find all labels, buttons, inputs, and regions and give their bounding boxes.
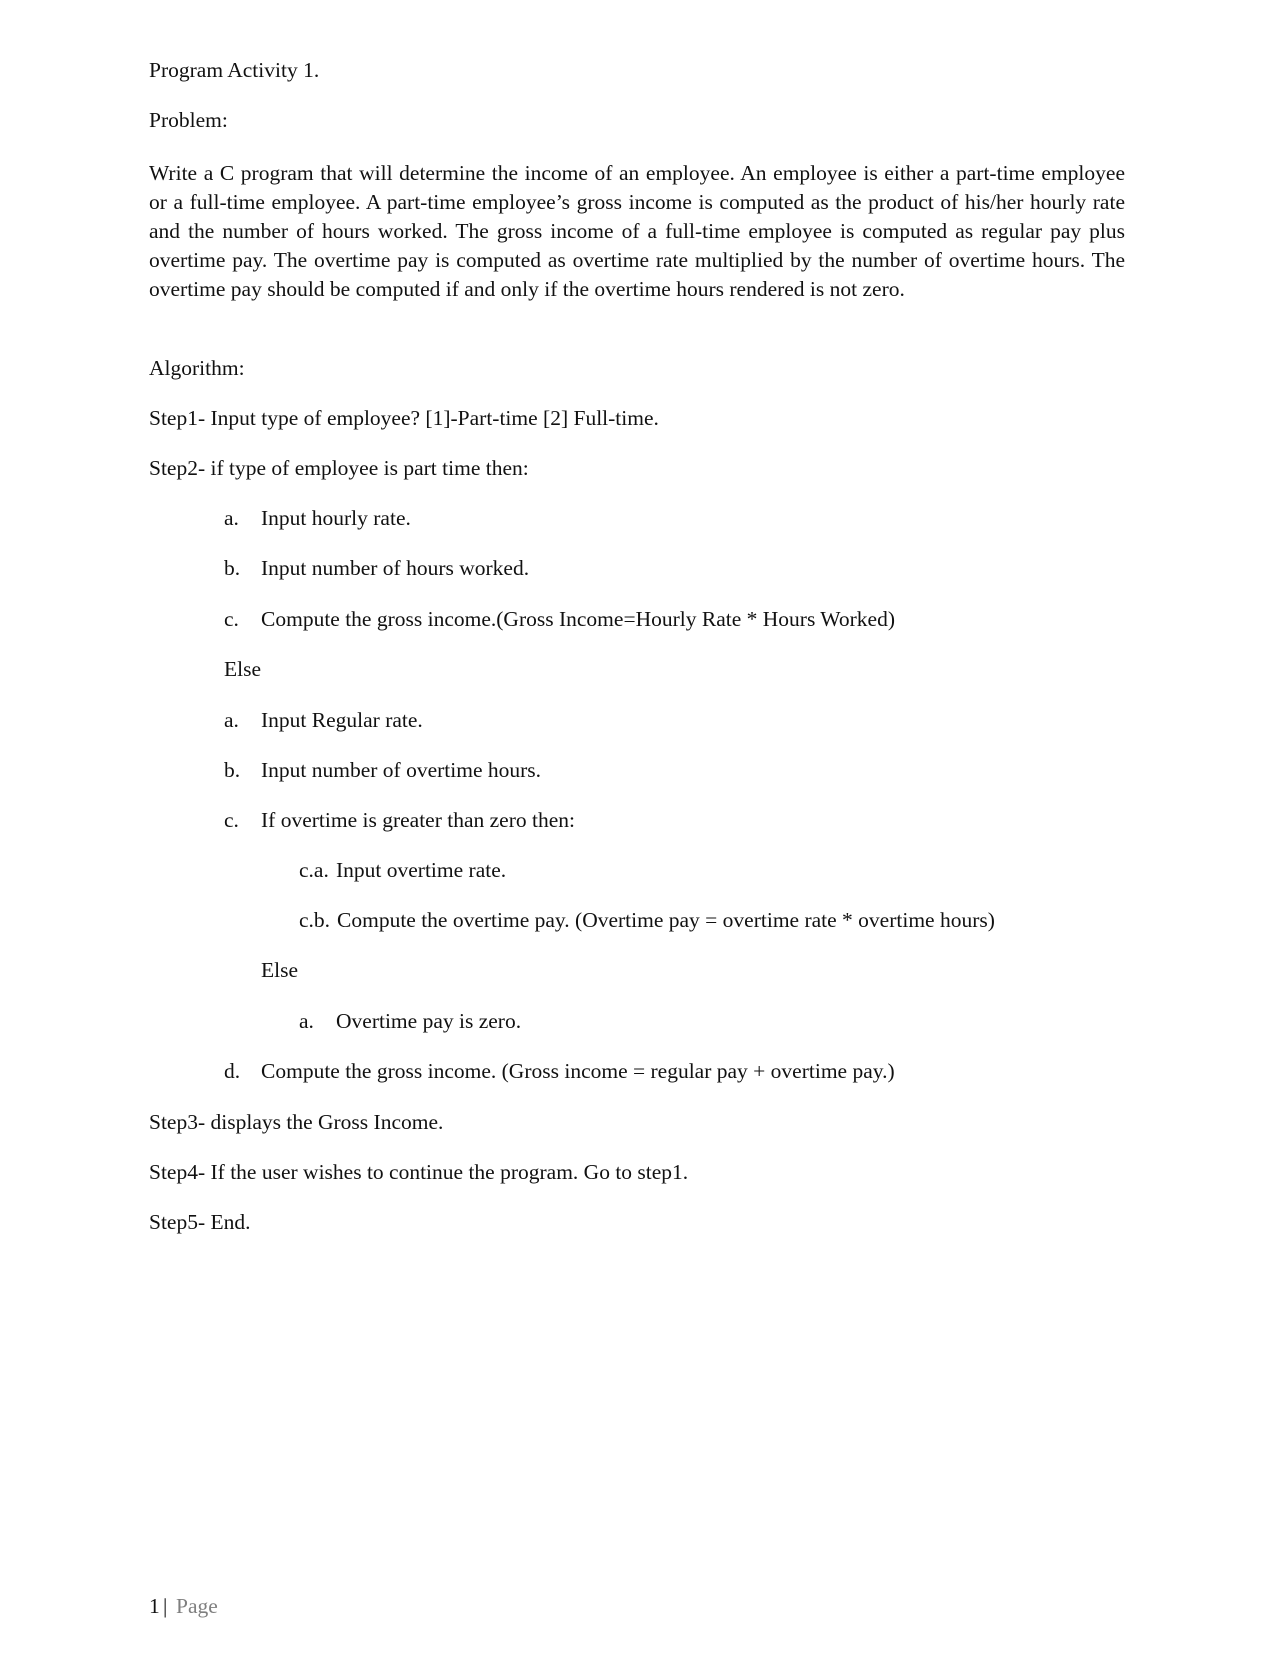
list-marker: a. — [224, 506, 239, 530]
list-item: Input hourly rate. — [261, 506, 411, 530]
problem-paragraph: Write a C program that will determine the income of an employee. An employee is either a part-time employee or a full-time employee. A part-time employee’s gross income is computed as the product of his/her hourly rate and the number of hours worked. The gross income of a full-time employee is computed as regular pay plus overtime pay. The overtime pay is computed as overtime rate multiplied by the number of overtime hours. The overtime pay should be computed if and only if the overtime hours rendered is not zero. — [149, 161, 1125, 301]
step-4: Step4- If the user wishes to continue the program. Go to step1. — [149, 1160, 689, 1184]
sub-list-marker: a. — [299, 1009, 314, 1033]
page-separator: | — [163, 1594, 168, 1618]
list-item: Compute the gross income.(Gross Income=Hourly Rate * Hours Worked) — [261, 607, 895, 631]
list-item: Input Regular rate. — [261, 708, 423, 732]
else-label: Else — [224, 657, 262, 681]
sub-list-item: Overtime pay is zero. — [336, 1009, 522, 1033]
step-5: Step5- End. — [149, 1210, 251, 1234]
sub-list-marker: c.a. — [299, 858, 329, 882]
list-item: Input number of hours worked. — [261, 556, 530, 580]
list-item: Input number of overtime hours. — [261, 758, 542, 782]
algorithm-heading: Algorithm: — [149, 356, 245, 380]
list-item: If overtime is greater than zero then: — [261, 808, 575, 832]
sub-list-item: Compute the overtime pay. (Overtime pay = overtime rate * overtime hours) — [337, 908, 995, 932]
step-2: Step2- if type of employee is part time then: — [149, 456, 529, 480]
list-item: Compute the gross income. (Gross income = regular pay + overtime pay.) — [261, 1059, 895, 1083]
list-marker: b. — [224, 556, 241, 580]
list-marker: c. — [224, 607, 239, 631]
inner-else-label: Else — [261, 958, 299, 982]
step-3: Step3- displays the Gross Income. — [149, 1110, 444, 1134]
page-label: Page — [176, 1594, 218, 1618]
sub-list-marker: c.b. — [299, 908, 331, 932]
page-number: 1 — [149, 1594, 160, 1618]
sub-list-item: Input overtime rate. — [336, 858, 507, 882]
list-marker: b. — [224, 758, 241, 782]
list-marker: d. — [224, 1059, 241, 1083]
document-title: Program Activity 1. — [149, 58, 320, 82]
problem-heading: Problem: — [149, 108, 228, 132]
step-1: Step1- Input type of employee? [1]-Part-time [2] Full-time. — [149, 406, 659, 430]
list-marker: c. — [224, 808, 239, 832]
list-marker: a. — [224, 708, 239, 732]
